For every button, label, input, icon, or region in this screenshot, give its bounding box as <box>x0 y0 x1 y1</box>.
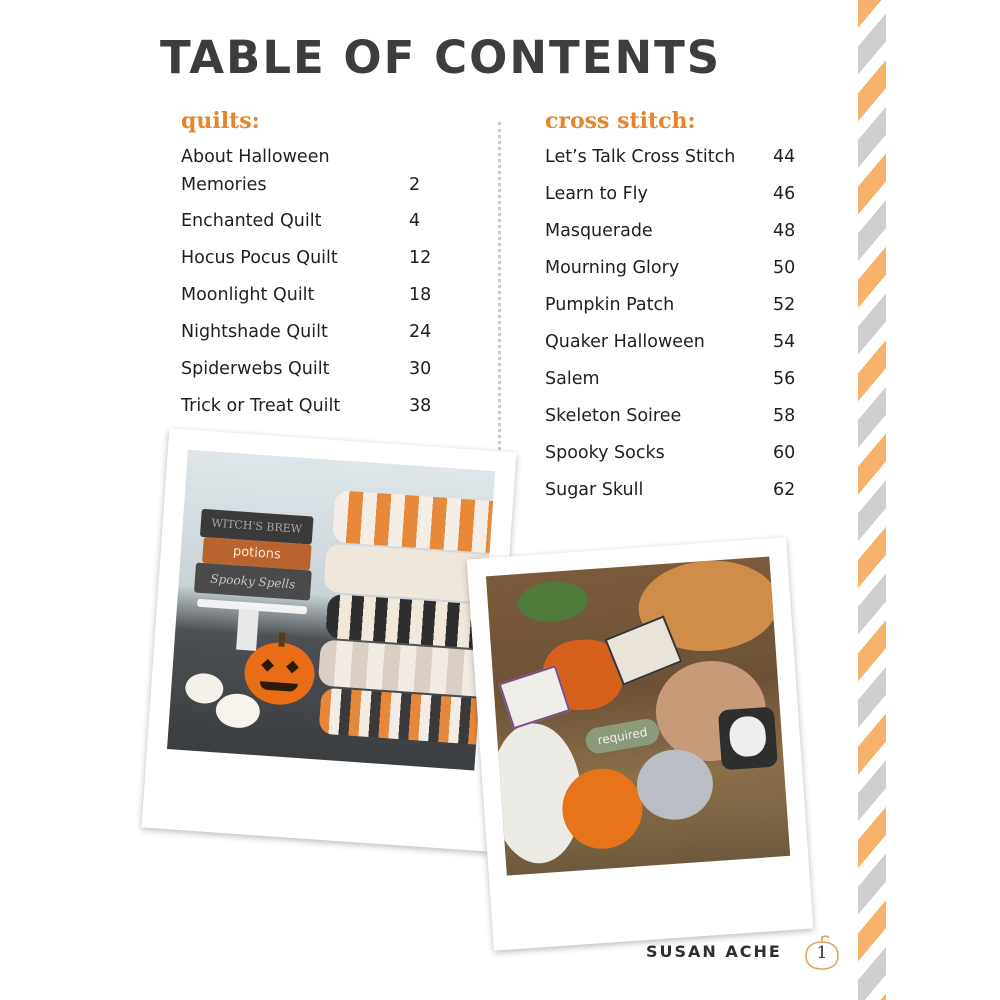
column-divider <box>498 122 501 474</box>
quilts-photo <box>167 450 495 771</box>
page-number: 1 <box>816 943 828 963</box>
toc-entry-label: Let’s Talk Cross Stitch <box>545 147 736 167</box>
toc-entry-label: Mourning Glory <box>545 258 680 278</box>
toc-entry-label: Hocus Pocus Quilt <box>181 248 338 268</box>
toc-entry-nightshade-quilt[interactable] <box>181 318 441 346</box>
cake-stand-pedestal <box>236 610 259 651</box>
toc-entry-moonlight-quilt[interactable] <box>181 281 441 309</box>
toc-entry-label: Enchanted Quilt <box>181 211 322 231</box>
toc-entry-label: Trick or Treat Quilt <box>181 396 341 416</box>
quilts-photo-polaroid <box>141 428 516 851</box>
toc-entry-lets-talk-cross-stitch[interactable] <box>545 143 805 171</box>
toc-entry-label: Salem <box>545 369 600 389</box>
toc-entry-page: 30 <box>409 359 432 379</box>
toc-entry-label: Spiderwebs Quilt <box>181 359 330 379</box>
toc-entry-page: 50 <box>773 258 796 278</box>
toc-entry-about-halloween-memories[interactable] <box>181 143 441 199</box>
cross-stitch-section-heading: cross stitch: <box>545 108 696 134</box>
green-gourd <box>517 579 590 624</box>
toc-entry-enchanted-quilt[interactable] <box>181 207 441 235</box>
toc-entry-page: 56 <box>773 369 796 389</box>
toc-entry-quaker-halloween[interactable] <box>545 328 805 356</box>
toc-entry-pumpkin-patch[interactable] <box>545 291 805 319</box>
toc-entry-page: 46 <box>773 184 796 204</box>
folded-quilt-orange <box>332 490 495 554</box>
toc-entry-label: Spooky Socks <box>545 443 665 463</box>
quilts-section-heading: quilts: <box>181 108 260 134</box>
toc-entry-page: 18 <box>409 285 432 305</box>
folded-quilt-mixed <box>318 688 491 746</box>
toc-entry-page: 4 <box>409 211 421 231</box>
book-potions: potions <box>202 537 312 570</box>
toc-entry-label: Moonlight Quilt <box>181 285 315 305</box>
toc-entry-page: 2 <box>409 175 421 195</box>
toc-entry-label: Skeleton Soiree <box>545 406 682 426</box>
toc-entry-label: About Halloween <box>181 147 330 167</box>
toc-entry-hocus-pocus-quilt[interactable] <box>181 244 441 272</box>
toc-entry-page: 38 <box>409 396 432 416</box>
toc-entry-masquerade[interactable] <box>545 217 805 245</box>
toc-entry-label: Nightshade Quilt <box>181 322 328 342</box>
toc-entry-spiderwebs-quilt[interactable] <box>181 355 441 383</box>
toc-entry-label: Sugar Skull <box>545 480 644 500</box>
toc-entry-page: 62 <box>773 480 796 500</box>
toc-entry-page: 54 <box>773 332 796 352</box>
book-spooky-spells: Spooky Spells <box>194 563 312 601</box>
toc-entry-page: 24 <box>409 322 432 342</box>
toc-entry-label: Pumpkin Patch <box>545 295 675 315</box>
toc-entry-label: Learn to Fly <box>545 184 648 204</box>
page-title: TABLE OF CONTENTS <box>160 31 722 84</box>
toc-entry-page: 52 <box>773 295 796 315</box>
pumpkin-stem <box>278 633 285 647</box>
cross-stitch-photo <box>486 557 790 876</box>
toc-entry-page: 58 <box>773 406 796 426</box>
toc-entry-skeleton-soiree[interactable] <box>545 402 805 430</box>
toc-entry-label-continued: Memories <box>181 175 267 195</box>
white-pumpkin <box>184 672 224 705</box>
toc-entry-learn-to-fly[interactable] <box>545 180 805 208</box>
toc-entry-label: Quaker Halloween <box>545 332 705 352</box>
toc-entry-page: 44 <box>773 147 796 167</box>
cross-stitch-photo-polaroid <box>467 537 814 950</box>
toc-entry-page: 12 <box>409 248 432 268</box>
toc-entry-mourning-glory[interactable] <box>545 254 805 282</box>
toc-entry-trick-or-treat-quilt[interactable] <box>181 392 441 420</box>
page-number-badge <box>803 933 841 971</box>
toc-entry-page: 60 <box>773 443 796 463</box>
cross-stitch-pillow-required: required <box>584 717 661 755</box>
toc-entry-label: Masquerade <box>545 221 653 241</box>
book-witchs-brew: WITCH'S BREW <box>200 509 314 545</box>
toc-entry-salem[interactable] <box>545 365 805 393</box>
toc-entry-page: 48 <box>773 221 796 241</box>
toc-entry-sugar-skull[interactable] <box>545 476 805 504</box>
white-pumpkin <box>215 692 261 729</box>
decorative-stripe-border <box>858 0 886 1000</box>
author-name: SUSAN ACHE <box>646 942 782 961</box>
toc-entry-spooky-socks[interactable] <box>545 439 805 467</box>
